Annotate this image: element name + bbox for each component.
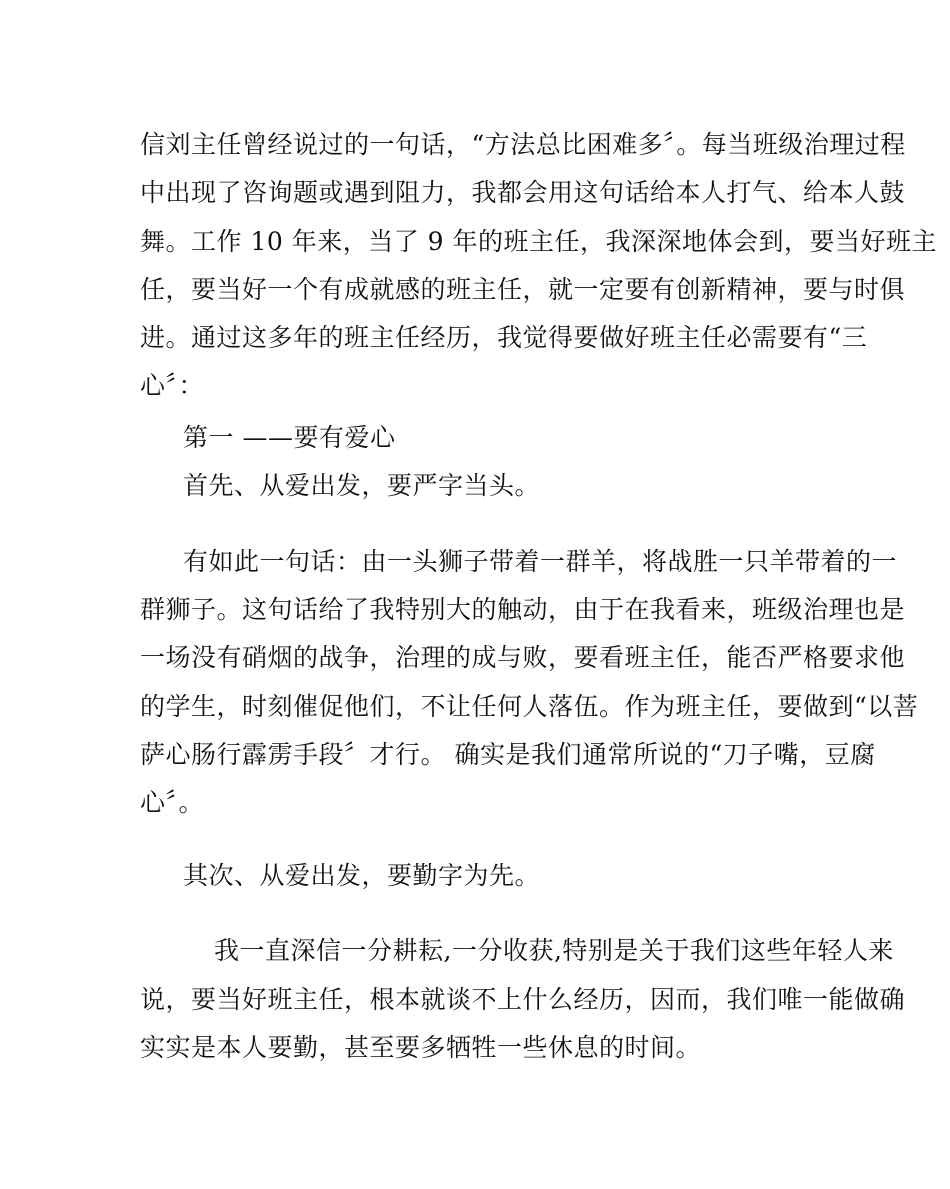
paragraph1-line-6: 心〞： <box>140 371 205 400</box>
paragraph2-line-6: 心〞。 <box>140 788 205 817</box>
subheading-strict: 首先、从爱出发，要严字当头。 <box>183 471 541 500</box>
paragraph2-line-3: 一场没有硝烟的战争，治理的成与败，要看班主任，能否严格要求他 <box>140 643 906 672</box>
paragraph3-line-1: 我一直深信一分耕耘,一分收获,特别是关于我们这些年轻人来 <box>214 936 894 965</box>
subheading-diligence: 其次、从爱出发，要勤字为先。 <box>183 861 541 890</box>
paragraph1-line-2: 中出现了咨询题或遇到阻力，我都会用这句话给本人打气、给本人鼓 <box>140 178 906 207</box>
section-heading: 第一 ——要有爱心 <box>183 423 396 452</box>
paragraph1-line-4: 任，要当好一个有成就感的班主任，就一定要有创新精神，要与时俱 <box>140 275 906 304</box>
paragraph1-line-5: 进。通过这多年的班主任经历，我觉得要做好班主任必需要有“三 <box>140 323 868 352</box>
paragraph1-line-3: 舞。工作 10 年来，当了 9 年的班主任，我深深地体会到，要当好班主 <box>140 227 938 256</box>
paragraph2-line-1: 有如此一句话：由一头狮子带着一群羊，将战胜一只羊带着的一 <box>183 547 898 576</box>
paragraph1-line-1: 信刘主任曾经说过的一句话，“方法总比困难多〞。每当班级治理过程 <box>140 130 906 159</box>
paragraph2-line-4: 的学生，时刻催促他们，不让任何人落伍。作为班主任，要做到“以菩 <box>140 692 919 721</box>
paragraph2-line-2: 群狮子。这句话给了我特别大的触动，由于在我看来，班级治理也是 <box>140 595 906 624</box>
paragraph2-line-5: 萨心肠行霹雳手段〞才行。 确实是我们通常所说的“刀子嘴，豆腐 <box>140 740 876 769</box>
paragraph3-line-2: 说，要当好班主任，根本就谈不上什么经历，因而，我们唯一能做确 <box>140 985 906 1014</box>
paragraph3-line-3: 实实是本人要勤，甚至要多牺牲一些休息的时间。 <box>140 1033 702 1062</box>
